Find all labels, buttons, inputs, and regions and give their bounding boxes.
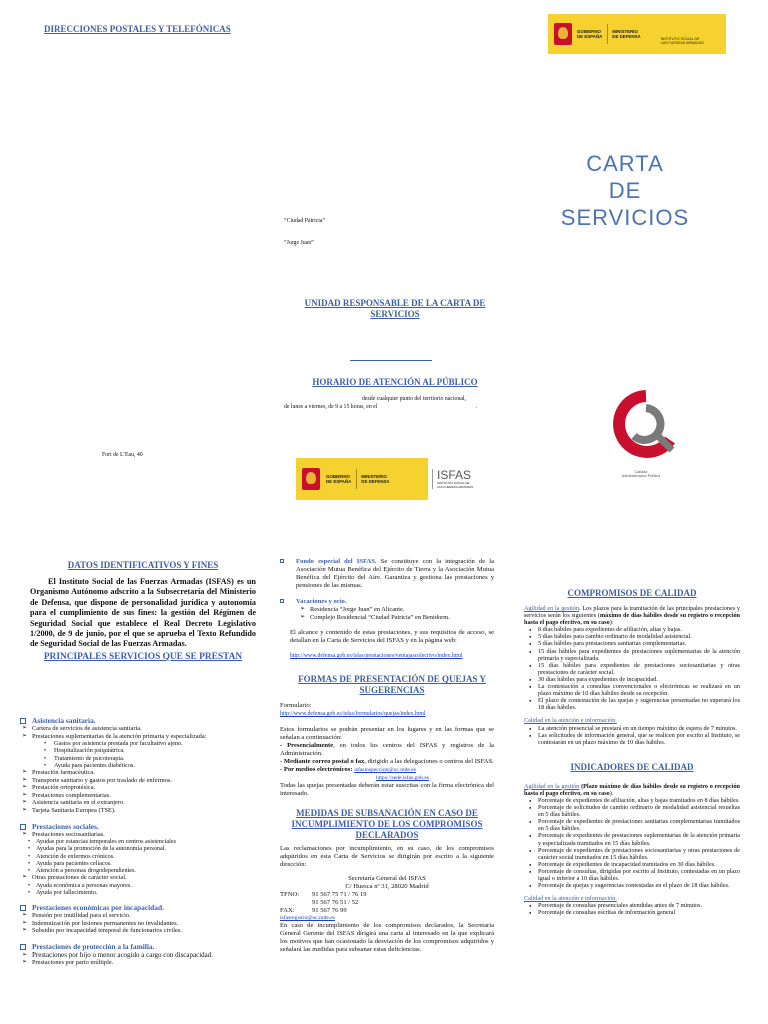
correo-rest: , dirigido a las delegaciones o centros del ISFAS. bbox=[364, 758, 494, 766]
footer-divider bbox=[356, 469, 357, 489]
direcciones-heading: DIRECCIONES POSTALES Y TELEFÓNICAS bbox=[44, 24, 231, 34]
list-item: ➢ Indemnización por lesiones permanentes no invalidantes. bbox=[22, 920, 252, 928]
registro-email-link[interactable]: isfasregistro@oc.mde.es bbox=[280, 915, 335, 922]
page-title bbox=[540, 150, 710, 231]
ind-calidad-list bbox=[524, 902, 740, 916]
isfas-logo-subtitle: INSTITUTO SOCIAL DE LAS FUERZAS ARMADAS bbox=[437, 481, 474, 489]
todas-quejas-text: Todas las quejas presentadas deberán estar suscritas con la firma electrónica del interesado. bbox=[280, 782, 494, 798]
column-3 bbox=[524, 588, 740, 916]
list-item: ● Porcentaje de expedientes de prestaciones suplementarias de la atención primaria y especializada tramitados en 15 días hábiles. bbox=[524, 832, 740, 846]
footer-gobierno-text: GOBIERNO DE ESPAÑA bbox=[326, 474, 352, 484]
tfno-row bbox=[280, 891, 494, 899]
seal-caption: Calidad Administración Pública bbox=[621, 470, 661, 479]
datos-heading: DATOS IDENTIFICATIVOS Y FINES bbox=[67, 560, 219, 570]
list-item: • Gastos por asistencia prestada por facultativo ajeno. bbox=[20, 740, 252, 747]
list-item: ● Porcentaje de expedientes de incapacidad tramitados en 30 días hábiles. bbox=[524, 861, 740, 868]
electronicos-text bbox=[280, 766, 494, 774]
fax-row bbox=[280, 907, 494, 915]
fort-address: Fort de L’Eau, 40 bbox=[102, 452, 143, 458]
list-item: ● El plazo de contestación de las quejas y sugerencias presentadas no superará los 18 días hábiles. bbox=[524, 697, 740, 711]
sociosanitarias-list bbox=[20, 838, 252, 874]
compromisos-list bbox=[524, 626, 740, 711]
list-item: • Ayudas por estancias temporales en centros asistenciales bbox=[20, 838, 252, 845]
vacaciones-item-2: ➢ Complejo Residencial “Ciudad Patricia” en Benidorm. bbox=[300, 614, 494, 622]
intro-text: El Instituto Social de las Fuerzas Armadas (ISFAS) es un Organismo Autónomo adscrito a la Subsecretaría del Ministerio de Defensa, que dispone de personalidad jurídica y autonomía para el cumplimiento de sus fines: la gestión del Régimen de Seguridad Social que establece el Real Decreto Legislativo 1/2000, de 9 de junio, por el que se aprueba el Texto Refundido de Seguridad Social de las Fuerzas Armadas. bbox=[30, 577, 256, 649]
list-item: • Tratamiento de psicoterapia. bbox=[20, 755, 252, 762]
list-item: ● Las solicitudes de información general, que se realicen por escrito al Instituto, se contestarán en un plazo máximo de 10 días hábiles. bbox=[524, 732, 740, 746]
formas-text: Estos formularios se podrán presentar en los lugares y en las formas que se señalan a continuación: bbox=[280, 726, 494, 742]
divider-line bbox=[350, 360, 432, 361]
list-item: ➢ Asistencia sanitaria en el extranjero. bbox=[22, 799, 252, 807]
list-item: ➢ Prestaciones complementarias. bbox=[22, 792, 252, 800]
list-item: ➢ Prestaciones por hijo o menor acogido a cargo con discapacidad. bbox=[22, 951, 252, 959]
list-item: • Ayudas para la promoción de la autonomía personal. bbox=[20, 845, 252, 852]
agilidad-label: Agilidad en la gestión bbox=[524, 605, 580, 612]
electronicos-bold: - Por medios electrónicos: bbox=[280, 766, 353, 774]
list-item: ● Porcentaje de expedientes de prestaciones sanitarias complementarias tramitados en 5 días hábiles. bbox=[524, 818, 740, 832]
header-logo bbox=[548, 14, 726, 54]
otras-list bbox=[20, 882, 252, 896]
list-item: ➢ Prestación farmacéutica. bbox=[22, 769, 252, 777]
list-item: ➢ Prestación ortoprotésica. bbox=[22, 784, 252, 792]
bullet-square-icon bbox=[280, 599, 284, 603]
title-line-1: CARTA bbox=[586, 151, 664, 176]
column-2 bbox=[280, 558, 494, 954]
fondo-text: Se constituye con la integración de la Asociación Mutua Benéfica del Ejército de Tierra y la Asociación Mutua Benéfica del Ejército del Aire. Garantiza y gestiona las prestaciones y pensiones de las mismas. bbox=[296, 558, 494, 589]
list-item: • Ayuda por fallecimiento. bbox=[20, 889, 252, 896]
fondo-paragraph bbox=[280, 558, 494, 590]
vacaciones-title: Vacaciones y ocio. bbox=[296, 598, 347, 605]
coat-of-arms-icon bbox=[554, 23, 572, 45]
agilidad-bold: máximo de días hábiles desde su registro o recepción hasta el pago efectivo, en su caso bbox=[524, 612, 740, 627]
compromisos-heading: COMPROMISOS DE CALIDAD bbox=[567, 588, 697, 598]
list-item: ● Porcentaje de consultas presenciales atendidas antes de 7 minutos. bbox=[524, 902, 740, 909]
unidad-heading: UNIDAD RESPONSABLE DE LA CARTA DE SERVICIOS bbox=[304, 298, 486, 319]
list-item: ● 15 días hábiles para expedientes de prestaciones suplementarias de la atención primaria y especializada. bbox=[524, 648, 740, 662]
horario-dot: . bbox=[476, 404, 478, 410]
ind-agilidad-label: Agilidad en la gestión bbox=[524, 782, 580, 790]
list-item: ● Porcentaje de expedientes de afiliación, altas y bajas tramitados en 8 días hábiles. bbox=[524, 797, 740, 804]
footer-ministerio-text: MINISTERIO DE DEFENSA bbox=[361, 474, 390, 484]
ind-agilidad-end: ). bbox=[609, 789, 614, 797]
inspeccion-email-link[interactable]: isfasinspeccion@oc.mde.es bbox=[354, 767, 416, 774]
services-list bbox=[20, 716, 252, 967]
title-line-3: SERVICIOS bbox=[560, 205, 690, 230]
list-item: • Atención a personas drogodependientes. bbox=[20, 867, 252, 874]
logo-ministerio-text: MINISTERIO DE DEFENSA bbox=[612, 29, 641, 39]
logo-gobierno-text: GOBIERNO DE ESPAÑA bbox=[577, 29, 603, 39]
vacaciones-section bbox=[280, 598, 494, 621]
agilidad-text: . Los plazos para la tramitación de las principales prestaciones y servicios serán los siguientes ( bbox=[524, 605, 740, 620]
agilidad-end: ): bbox=[609, 619, 614, 627]
list-item: • Ayuda económica a personas mayores. bbox=[20, 882, 252, 889]
isfas-logo-text: ISFAS bbox=[437, 468, 472, 483]
calidad-label: Calidad en la atención e información. bbox=[524, 717, 617, 725]
ind-agilidad-bold: (Plazo máximo de días hábiles desde su registro o recepción hasta el pago efectivo, en su caso bbox=[524, 782, 740, 797]
list-item: ➢ Tarjeta Sanitaria Europea (TSE). bbox=[22, 807, 252, 815]
agilidad-intro bbox=[524, 605, 740, 626]
list-item: ● 5 días hábiles para cambio ordinario de modalidad asistencial. bbox=[524, 633, 740, 640]
ciudad-patricia: “Ciudad Patricia” bbox=[284, 218, 326, 224]
incumplimiento-text: En caso de incumplimiento de los compromisos declarados, la Secretaría General Gerente del ISFAS dirigirá una carta al interesado en la que explicará los motivos que han ocasionado la desviación de los compromisos adquiridos y señalará las medidas para subsanar estas deficiencias. bbox=[280, 921, 494, 953]
prestaciones-link[interactable]: http://www.defensa.gob.es/isfas/prestaciones/ventajascolectivo/index.html bbox=[290, 653, 463, 660]
list-item: ➢ Pensión por inutilidad para el servicio. bbox=[22, 912, 252, 920]
list-item: ➢ Subsidio por incapacidad temporal de funcionarios civiles. bbox=[22, 927, 252, 935]
sede-link[interactable]: https://sede.isfas.gob.es bbox=[376, 775, 429, 782]
indicadores-intro bbox=[524, 783, 740, 797]
indicadores-list bbox=[524, 797, 740, 889]
servicios-heading: PRINCIPALES SERVICIOS QUE SE PRESTAN bbox=[43, 651, 243, 662]
presencial-rest: , en todos los centros del ISFAS y registros de la Administración. bbox=[280, 742, 494, 758]
list-item: • Ayuda para pacientes celíacos. bbox=[20, 860, 252, 867]
coat-of-arms-icon-2 bbox=[302, 468, 320, 490]
presencial-text bbox=[280, 742, 494, 758]
formas-heading: FORMAS DE PRESENTACIÓN DE QUEJAS Y SUGERENCIAS bbox=[298, 674, 486, 696]
fax-label: FAX: bbox=[280, 907, 295, 915]
alcance-text: El alcance y contenido de estas prestaciones, y sus requisitos de acceso, se detallan en la Carta de Servicios del ISFAS y en la página web: bbox=[290, 629, 494, 645]
list-item: ➢ Transporte sanitario y gastos por traslado de enfermos. bbox=[22, 777, 252, 785]
list-item: ➢ Prestaciones por parto múltiple. bbox=[22, 959, 252, 967]
fax-value: 91 567 76 99 bbox=[312, 907, 347, 915]
tfno-value-1: 91 567 75 71 / 76 19 bbox=[312, 891, 367, 899]
presencial-bold: - Presencialmente bbox=[280, 742, 334, 750]
horario-line-1: desde cualquier punto del territorio nacional, bbox=[362, 396, 466, 402]
formulario-label: Formulario: bbox=[280, 702, 312, 710]
familia-title: Prestaciones de protección a la familia. bbox=[20, 942, 252, 951]
list-item: • Hospitalización psiquiátrica. bbox=[20, 747, 252, 754]
quality-seal bbox=[606, 388, 686, 468]
jorge-juan: “Jorge Juan” bbox=[284, 240, 314, 246]
address-line-2: C/ Huesca nº 31, 28020 Madrid bbox=[345, 883, 429, 891]
ind-calidad-label: Calidad en la atención e información. bbox=[524, 895, 617, 903]
tfno-value-2: 91 567 76 51 / 52 bbox=[312, 899, 359, 907]
sociosanitarias: ➢ Prestaciones sociosanitarias. bbox=[22, 831, 252, 839]
incapacidad-title: Prestaciones económicas por incapacidad. bbox=[20, 903, 252, 912]
medidas-heading: MEDIDAS DE SUBSANACIÓN EN CASO DE INCUMPLIMIENTO DE LOS COMPROMISOS DECLARADOS bbox=[291, 808, 483, 841]
footer-logo bbox=[296, 458, 476, 500]
suplementarias-list bbox=[20, 740, 252, 769]
list-item: ● 5 días hábiles para prestaciones sanitarias complementarias. bbox=[524, 640, 740, 647]
quality-seal-icon bbox=[606, 388, 686, 468]
column-1 bbox=[30, 560, 256, 663]
list-item: ● 8 días hábiles para expedientes de afiliación, altas y bajas. bbox=[524, 626, 740, 633]
logo-instituto-text: INSTITUTO SOCIAL DE LAS FUERZAS ARMADAS bbox=[660, 36, 704, 45]
asistencia-cartera: ➢ Cartera de servicios de asistencia sanitaria. bbox=[22, 725, 252, 733]
address-line-1: Secretaría General del ISFAS bbox=[348, 875, 426, 883]
list-item: ● La contestación a consultas convencionales o electrónicas se realizará en un plazo máximo de 10 días hábiles desde su recepción. bbox=[524, 683, 740, 697]
indicadores-heading: INDICADORES DE CALIDAD bbox=[570, 761, 694, 772]
asistencia-suplementarias: ➢ Prestaciones suplementarias de la atención primaria y especializada: bbox=[22, 733, 252, 741]
list-item: ● 15 días hábiles para expedientes de prestaciones sociosanitarias y otras prestaciones de carácter social. bbox=[524, 662, 740, 676]
fondo-title: Fondo especial del ISFAS. bbox=[296, 558, 377, 565]
list-item: ● Porcentaje de solicitudes de cambio ordinario de modalidad asistencial resueltas en 5 días hábiles. bbox=[524, 804, 740, 818]
list-item: ● Porcentaje de consultas, dirigidas por escrito al Instituto, contestadas en un plazo igual o inferior a 10 días hábiles. bbox=[524, 868, 740, 882]
logo-divider bbox=[607, 24, 608, 44]
list-item: ● 30 días hábiles para expedientes de incapacidad. bbox=[524, 676, 740, 683]
list-item: • Ayuda para pacientes diabéticos. bbox=[20, 762, 252, 769]
tfno-label: TFNO: bbox=[280, 891, 300, 899]
calidad-list bbox=[524, 725, 740, 746]
list-item: ● La atención presencial se prestará en un tiempo máximo de espera de 7 minutos. bbox=[524, 725, 740, 732]
otras-prestaciones: ➢ Otras prestaciones de carácter social. bbox=[22, 874, 252, 882]
horario-line-2: de lunes a viernes, de 9 a 15 horas, en el bbox=[284, 404, 378, 410]
bullet-square-icon bbox=[280, 559, 284, 563]
horario-heading: HORARIO DE ATENCIÓN AL PÚBLICO bbox=[312, 377, 478, 387]
title-line-2: DE bbox=[608, 178, 642, 203]
sociales-title: Prestaciones sociales. bbox=[20, 822, 252, 831]
vacaciones-item-1: ➢ Residencia “Jorge Juan” en Alicante. bbox=[300, 606, 494, 614]
list-item: • Atención de enfermos crónicos. bbox=[20, 853, 252, 860]
asistencia-title: Asistencia sanitaria. bbox=[20, 716, 252, 725]
list-item: ● Porcentaje de consultas escritas de información general bbox=[524, 909, 740, 916]
correo-bold: - Mediante correo postal o fax bbox=[280, 758, 365, 766]
formulario-link[interactable]: http://www.defensa.gob.es/isfas/formularios/quejas/index.html bbox=[280, 711, 426, 718]
correo-text bbox=[280, 758, 494, 766]
list-item: ● Porcentaje de quejas y sugerencias contestadas en el plazo de 18 días hábiles. bbox=[524, 882, 740, 889]
list-item: ● Porcentaje de expedientes de prestaciones sociosanitarias y otras prestaciones de carácter social tramitados en 15 días hábiles. bbox=[524, 847, 740, 861]
reclamaciones-text: Las reclamaciones por incumplimiento, en su caso, de los compromisos adquiridos en esta Carta de Servicios se dirigirán por escrito a la siguiente dirección: bbox=[280, 845, 494, 869]
